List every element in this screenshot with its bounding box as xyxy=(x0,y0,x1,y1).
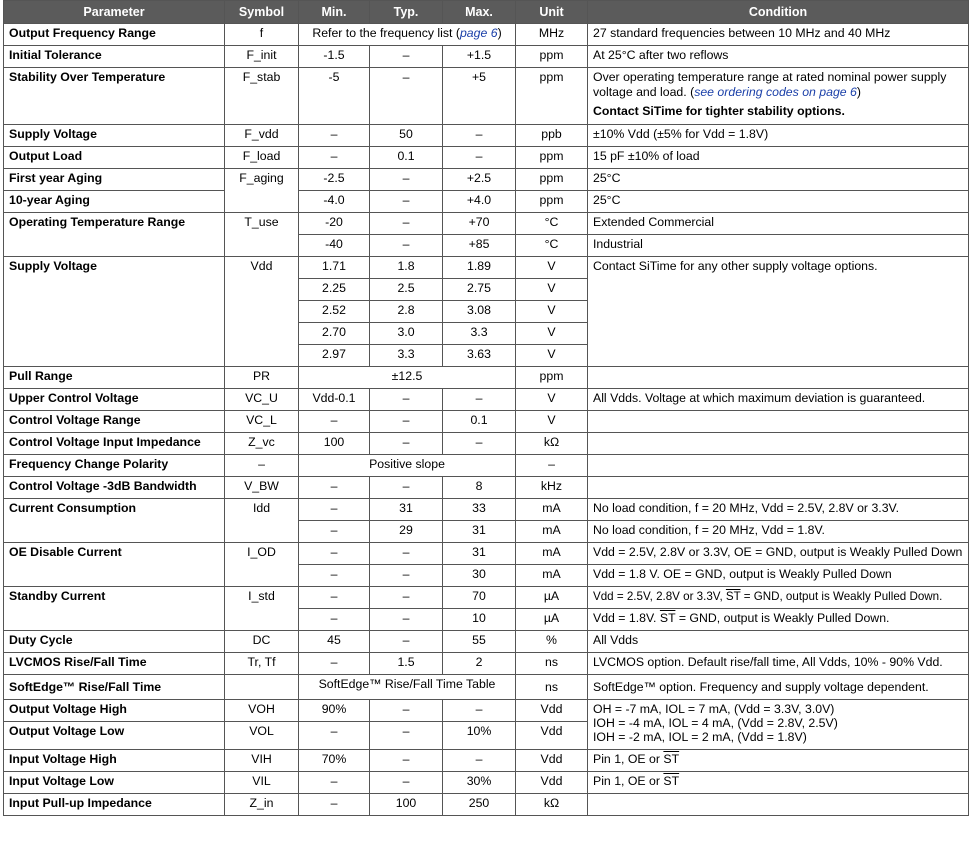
symbol-cell: VIL xyxy=(225,772,299,794)
condition-cell xyxy=(588,411,969,433)
table-row xyxy=(4,389,969,411)
param-cell: Duty Cycle xyxy=(4,631,225,653)
unit-cell: % xyxy=(516,631,588,653)
typ-cell: 1.8 xyxy=(370,257,443,279)
unit-cell: ppm xyxy=(516,68,588,125)
symbol-cell: V_BW xyxy=(225,477,299,499)
unit-cell: ppm xyxy=(516,367,588,389)
symbol-cell: Z_vc xyxy=(225,433,299,455)
table-row xyxy=(4,750,969,772)
min-cell: – xyxy=(299,565,370,587)
max-cell: 0.1 xyxy=(443,411,516,433)
symbol-cell: Vdd xyxy=(225,257,299,367)
max-cell: – xyxy=(443,125,516,147)
st-pin-label: $\overline{ST}$ xyxy=(725,590,741,603)
param-cell: Standby Current xyxy=(4,587,225,631)
min-cell: – xyxy=(299,477,370,499)
table-row xyxy=(4,653,969,675)
condition-cell: Vdd = 2.5V, 2.8V or 3.3V, OE = GND, output is Weakly Pulled Down xyxy=(588,543,969,565)
unit-cell: V xyxy=(516,345,588,367)
condition-cell xyxy=(588,68,969,125)
max-cell: 8 xyxy=(443,477,516,499)
typ-cell: – xyxy=(370,389,443,411)
max-cell: – xyxy=(443,433,516,455)
condition-cell: 25°C xyxy=(588,191,969,213)
unit-cell: V xyxy=(516,257,588,279)
max-cell: 30 xyxy=(443,565,516,587)
symbol-cell: Idd xyxy=(225,499,299,543)
min-cell: – xyxy=(299,543,370,565)
symbol-cell: VOL xyxy=(225,722,299,750)
param-cell: Operating Temperature Range xyxy=(4,213,225,257)
min-cell: Vdd-0.1 xyxy=(299,389,370,411)
param-cell: Current Consumption xyxy=(4,499,225,543)
table-row xyxy=(4,257,969,279)
unit-cell: V xyxy=(516,411,588,433)
unit-cell: – xyxy=(516,455,588,477)
param-cell: Output Voltage High xyxy=(4,700,225,722)
symbol-cell: VOH xyxy=(225,700,299,722)
min-cell: 90% xyxy=(299,700,370,722)
table-row xyxy=(4,675,969,700)
min-cell: -40 xyxy=(299,235,370,257)
unit-cell: mA xyxy=(516,521,588,543)
unit-cell: ppm xyxy=(516,46,588,68)
typ-cell: – xyxy=(370,609,443,631)
span-text: Refer to the frequency list ( xyxy=(312,26,460,40)
typ-cell: – xyxy=(370,631,443,653)
max-cell: 1.89 xyxy=(443,257,516,279)
table-row xyxy=(4,433,969,455)
condition-cell xyxy=(588,587,969,609)
header-symbol: Symbol xyxy=(225,1,299,24)
min-cell: 45 xyxy=(299,631,370,653)
condition-text: = GND, output is Weakly Pulled Down. xyxy=(740,590,943,603)
typ-cell: 2.8 xyxy=(370,301,443,323)
param-cell: Pull Range xyxy=(4,367,225,389)
typ-cell: 3.0 xyxy=(370,323,443,345)
unit-cell: Vdd xyxy=(516,722,588,750)
typ-cell: – xyxy=(370,750,443,772)
max-cell: +85 xyxy=(443,235,516,257)
min-cell: – xyxy=(299,147,370,169)
unit-cell: °C xyxy=(516,235,588,257)
symbol-cell: PR xyxy=(225,367,299,389)
table-row xyxy=(4,24,969,46)
condition-cell xyxy=(588,750,969,772)
header-parameter: Parameter xyxy=(4,1,225,24)
unit-cell: V xyxy=(516,301,588,323)
typ-cell: 0.1 xyxy=(370,147,443,169)
typ-cell: 3.3 xyxy=(370,345,443,367)
typ-cell: 31 xyxy=(370,499,443,521)
unit-cell: ns xyxy=(516,653,588,675)
min-cell: – xyxy=(299,499,370,521)
symbol-cell: F_stab xyxy=(225,68,299,125)
param-cell: Output Load xyxy=(4,147,225,169)
typ-cell: – xyxy=(370,68,443,125)
max-cell: 2.75 xyxy=(443,279,516,301)
typ-cell: – xyxy=(370,191,443,213)
symbol-cell: Z_in xyxy=(225,794,299,816)
min-cell: – xyxy=(299,722,370,750)
spanned-value-cell: Positive slope xyxy=(299,455,516,477)
symbol-cell: VC_U xyxy=(225,389,299,411)
condition-text: Vdd = 1.8V. xyxy=(593,611,660,625)
table-row xyxy=(4,631,969,653)
unit-cell: mA xyxy=(516,565,588,587)
unit-cell: mA xyxy=(516,499,588,521)
max-cell: +2.5 xyxy=(443,169,516,191)
param-cell: Control Voltage Input Impedance xyxy=(4,433,225,455)
max-cell: 31 xyxy=(443,543,516,565)
page-link[interactable]: page 6 xyxy=(459,26,498,40)
table-row xyxy=(4,587,969,609)
table-row xyxy=(4,455,969,477)
condition-cell xyxy=(588,455,969,477)
table-row xyxy=(4,772,969,794)
min-cell: – xyxy=(299,125,370,147)
condition-cell: Extended Commercial xyxy=(588,213,969,235)
max-cell: 3.63 xyxy=(443,345,516,367)
unit-cell: V xyxy=(516,323,588,345)
symbol-cell: DC xyxy=(225,631,299,653)
condition-text: = GND, output is Weakly Pulled Down. xyxy=(675,611,890,625)
condition-cell: All Vdds. Voltage at which maximum deviation is guaranteed. xyxy=(588,389,969,411)
unit-cell: Vdd xyxy=(516,750,588,772)
max-cell: 33 xyxy=(443,499,516,521)
param-cell: Supply Voltage xyxy=(4,257,225,367)
max-cell: 3.08 xyxy=(443,301,516,323)
param-cell: Control Voltage Range xyxy=(4,411,225,433)
min-cell: 70% xyxy=(299,750,370,772)
table-row xyxy=(4,543,969,565)
min-cell: -2.5 xyxy=(299,169,370,191)
max-cell: 31 xyxy=(443,521,516,543)
st-pin-label: $\overline{ST}$ xyxy=(659,611,676,625)
unit-cell: ppm xyxy=(516,169,588,191)
spanned-value-cell: SoftEdge™ Rise/Fall Time Table xyxy=(299,675,516,700)
min-cell: 1.71 xyxy=(299,257,370,279)
table-row xyxy=(4,499,969,521)
max-cell: 55 xyxy=(443,631,516,653)
typ-cell: 50 xyxy=(370,125,443,147)
header-condition: Condition xyxy=(588,1,969,24)
unit-cell: kHz xyxy=(516,477,588,499)
table-row xyxy=(4,477,969,499)
condition-cell xyxy=(588,700,969,750)
min-cell: 2.97 xyxy=(299,345,370,367)
param-cell: 10-year Aging xyxy=(4,191,225,213)
unit-cell: MHz xyxy=(516,24,588,46)
symbol-cell: F_init xyxy=(225,46,299,68)
typ-cell: – xyxy=(370,411,443,433)
span-text: ) xyxy=(497,26,502,40)
min-cell: -20 xyxy=(299,213,370,235)
min-cell: -5 xyxy=(299,68,370,125)
condition-cell xyxy=(588,772,969,794)
unit-cell: ppm xyxy=(516,147,588,169)
spec-table xyxy=(3,0,969,816)
condition-text: Vdd = 2.5V, 2.8V or 3.3V, xyxy=(593,590,726,603)
table-row xyxy=(4,700,969,722)
table-row xyxy=(4,169,969,191)
symbol-cell: I_std xyxy=(225,587,299,631)
param-cell: Input Voltage High xyxy=(4,750,225,772)
symbol-cell: VIH xyxy=(225,750,299,772)
table-row xyxy=(4,213,969,235)
unit-cell: mA xyxy=(516,543,588,565)
condition-cell xyxy=(588,477,969,499)
typ-cell: – xyxy=(370,477,443,499)
unit-cell: ppm xyxy=(516,191,588,213)
header-min: Min. xyxy=(299,1,370,24)
min-cell: 2.25 xyxy=(299,279,370,301)
condition-text: Over operating temperature range at rated nominal power supply voltage and load. ( xyxy=(593,70,947,99)
condition-cell: All Vdds xyxy=(588,631,969,653)
condition-cell xyxy=(588,367,969,389)
unit-cell: Vdd xyxy=(516,772,588,794)
max-cell: 10 xyxy=(443,609,516,631)
min-cell: – xyxy=(299,411,370,433)
max-cell: – xyxy=(443,750,516,772)
max-cell: 70 xyxy=(443,587,516,609)
condition-cell: 25°C xyxy=(588,169,969,191)
condition-cell: SoftEdge™ option. Frequency and supply voltage dependent. xyxy=(588,675,969,700)
max-cell: +4.0 xyxy=(443,191,516,213)
condition-cell: Industrial xyxy=(588,235,969,257)
param-cell: First year Aging xyxy=(4,169,225,191)
symbol-cell xyxy=(225,675,299,700)
typ-cell: – xyxy=(370,543,443,565)
condition-line: IOH = -4 mA, IOL = 4 mA, (Vdd = 2.8V, 2.5V) xyxy=(593,716,838,730)
typ-cell: 100 xyxy=(370,794,443,816)
table-row xyxy=(4,367,969,389)
min-cell: 100 xyxy=(299,433,370,455)
param-cell: Upper Control Voltage xyxy=(4,389,225,411)
condition-text: Pin 1, OE or xyxy=(593,774,664,788)
typ-cell: – xyxy=(370,587,443,609)
min-cell: 2.70 xyxy=(299,323,370,345)
param-cell: Output Frequency Range xyxy=(4,24,225,46)
typ-cell: – xyxy=(370,235,443,257)
max-cell: 250 xyxy=(443,794,516,816)
typ-cell: – xyxy=(370,565,443,587)
st-pin-label: $\overline{ST}$ xyxy=(663,774,680,788)
unit-cell: kΩ xyxy=(516,433,588,455)
symbol-cell: T_use xyxy=(225,213,299,257)
typ-cell: – xyxy=(370,213,443,235)
condition-cell: 27 standard frequencies between 10 MHz and 40 MHz xyxy=(588,24,969,46)
param-cell: LVCMOS Rise/Fall Time xyxy=(4,653,225,675)
symbol-cell: F_aging xyxy=(225,169,299,213)
condition-line: IOH = -2 mA, IOL = 2 mA, (Vdd = 1.8V) xyxy=(593,730,807,744)
min-cell: – xyxy=(299,521,370,543)
typ-cell: – xyxy=(370,169,443,191)
typ-cell: 1.5 xyxy=(370,653,443,675)
param-cell: Control Voltage -3dB Bandwidth xyxy=(4,477,225,499)
condition-cell xyxy=(588,794,969,816)
condition-cell xyxy=(588,609,969,631)
min-cell: – xyxy=(299,653,370,675)
max-cell: – xyxy=(443,700,516,722)
spanned-value-cell xyxy=(299,24,516,46)
unit-cell: °C xyxy=(516,213,588,235)
condition-cell: No load condition, f = 20 MHz, Vdd = 2.5V, 2.8V or 3.3V. xyxy=(588,499,969,521)
unit-cell: ppb xyxy=(516,125,588,147)
condition-cell: No load condition, f = 20 MHz, Vdd = 1.8V. xyxy=(588,521,969,543)
min-cell: 2.52 xyxy=(299,301,370,323)
header-typ: Typ. xyxy=(370,1,443,24)
typ-cell: – xyxy=(370,46,443,68)
max-cell: – xyxy=(443,147,516,169)
min-cell: – xyxy=(299,609,370,631)
ordering-codes-link[interactable]: see ordering codes on page 6 xyxy=(694,85,857,99)
param-cell: Stability Over Temperature xyxy=(4,68,225,125)
max-cell: 2 xyxy=(443,653,516,675)
min-cell: – xyxy=(299,794,370,816)
st-pin-label: $\overline{ST}$ xyxy=(663,752,680,766)
symbol-cell: f xyxy=(225,24,299,46)
condition-line: OH = -7 mA, IOL = 7 mA, (Vdd = 3.3V, 3.0V) xyxy=(593,702,835,716)
unit-cell: V xyxy=(516,389,588,411)
min-cell: -1.5 xyxy=(299,46,370,68)
header-row xyxy=(4,1,969,24)
unit-cell: kΩ xyxy=(516,794,588,816)
param-cell: Supply Voltage xyxy=(4,125,225,147)
symbol-cell: I_OD xyxy=(225,543,299,587)
unit-cell: Vdd xyxy=(516,700,588,722)
max-cell: 3.3 xyxy=(443,323,516,345)
max-cell: +5 xyxy=(443,68,516,125)
unit-cell: V xyxy=(516,279,588,301)
condition-cell: Vdd = 1.8 V. OE = GND, output is Weakly Pulled Down xyxy=(588,565,969,587)
max-cell: 30% xyxy=(443,772,516,794)
unit-cell: ns xyxy=(516,675,588,700)
condition-text: ) xyxy=(856,85,862,99)
condition-cell: At 25°C after two reflows xyxy=(588,46,969,68)
symbol-cell: F_vdd xyxy=(225,125,299,147)
typ-cell: 29 xyxy=(370,521,443,543)
table-row xyxy=(4,68,969,125)
typ-cell: – xyxy=(370,772,443,794)
condition-cell: LVCMOS option. Default rise/fall time, All Vdds, 10% - 90% Vdd. xyxy=(588,653,969,675)
header-unit: Unit xyxy=(516,1,588,24)
unit-cell: µA xyxy=(516,587,588,609)
typ-cell: – xyxy=(370,722,443,750)
table-row xyxy=(4,794,969,816)
max-cell: – xyxy=(443,389,516,411)
condition-cell: 15 pF ±10% of load xyxy=(588,147,969,169)
table-row xyxy=(4,411,969,433)
param-cell: OE Disable Current xyxy=(4,543,225,587)
max-cell: +1.5 xyxy=(443,46,516,68)
param-cell: Input Pull-up Impedance xyxy=(4,794,225,816)
unit-cell: µA xyxy=(516,609,588,631)
param-cell: Input Voltage Low xyxy=(4,772,225,794)
header-max: Max. xyxy=(443,1,516,24)
condition-note: Contact SiTime for tighter stability options. xyxy=(593,104,845,118)
table-row xyxy=(4,125,969,147)
param-cell: SoftEdge™ Rise/Fall Time xyxy=(4,675,225,700)
max-cell: +70 xyxy=(443,213,516,235)
min-cell: -4.0 xyxy=(299,191,370,213)
symbol-cell: F_load xyxy=(225,147,299,169)
max-cell: 10% xyxy=(443,722,516,750)
typ-cell: – xyxy=(370,433,443,455)
min-cell: – xyxy=(299,587,370,609)
symbol-cell: Tr, Tf xyxy=(225,653,299,675)
table-row xyxy=(4,46,969,68)
param-cell: Frequency Change Polarity xyxy=(4,455,225,477)
spanned-value-cell: ±12.5 xyxy=(299,367,516,389)
condition-cell xyxy=(588,433,969,455)
typ-cell: – xyxy=(370,700,443,722)
table-row xyxy=(4,191,969,213)
table-row xyxy=(4,147,969,169)
typ-cell: 2.5 xyxy=(370,279,443,301)
symbol-cell: – xyxy=(225,455,299,477)
min-cell: – xyxy=(299,772,370,794)
param-cell: Initial Tolerance xyxy=(4,46,225,68)
param-cell: Output Voltage Low xyxy=(4,722,225,750)
condition-cell: Contact SiTime for any other supply voltage options. xyxy=(588,257,969,367)
condition-text: Pin 1, OE or xyxy=(593,752,664,766)
symbol-cell: VC_L xyxy=(225,411,299,433)
condition-cell: ±10% Vdd (±5% for Vdd = 1.8V) xyxy=(588,125,969,147)
